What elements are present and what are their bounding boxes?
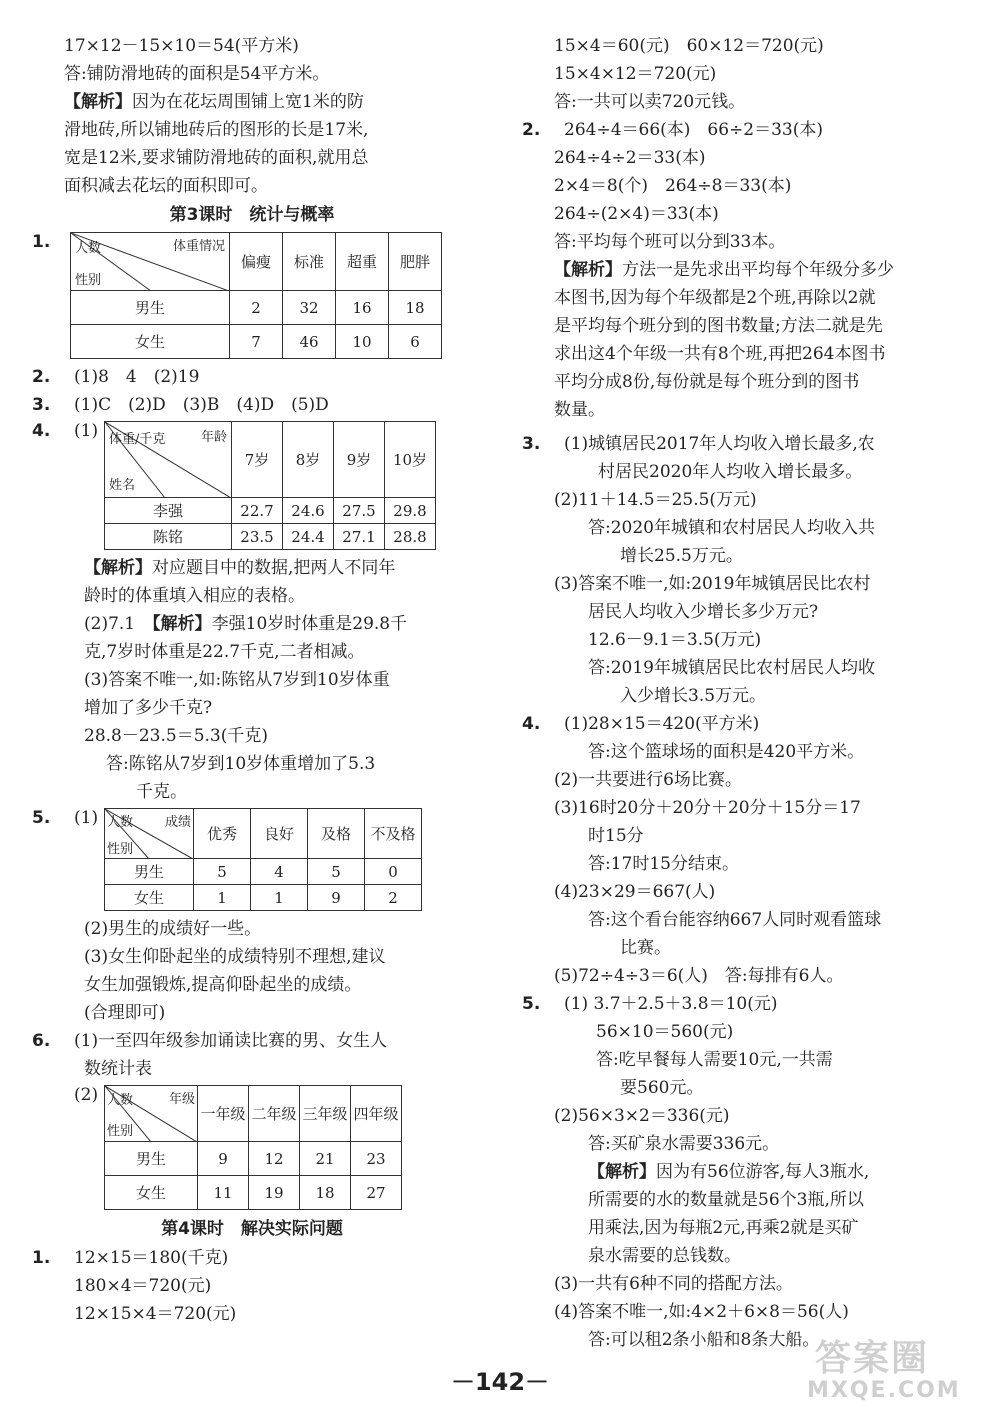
column-header: 9岁 xyxy=(334,422,385,498)
question-6 xyxy=(32,1027,472,1055)
column-header: 及格 xyxy=(308,809,365,859)
question-4 xyxy=(522,710,972,738)
diag-top-label: 年龄 xyxy=(200,430,227,445)
answer-text: 264÷4＝66(本) 66÷2＝33(本) xyxy=(564,120,823,140)
text-line: 答:2019年城镇居民比农村居民人均收 xyxy=(588,658,875,678)
table-cell: 2 xyxy=(230,291,283,325)
diag-mid-label: 人数 xyxy=(107,815,134,830)
column-header: 标准 xyxy=(283,233,336,291)
table-cell: 29.8 xyxy=(385,498,436,524)
table-row xyxy=(105,1176,402,1210)
right-column xyxy=(522,32,972,1354)
column-header: 10岁 xyxy=(385,422,436,498)
text-line: 平均分成8份,每份就是每个班分到的图书 xyxy=(554,372,860,392)
analysis-text: 李强10岁时体重是29.8千 xyxy=(211,614,408,634)
text-line: (2)一共要进行6场比赛。 xyxy=(554,770,742,790)
analysis-line xyxy=(32,88,472,116)
column-header: 8岁 xyxy=(283,422,334,498)
table-cell: 16 xyxy=(336,291,389,325)
answer-text: (1) 3.7＋2.5＋3.8＝10(元) xyxy=(564,994,778,1014)
table-cell: 32 xyxy=(283,291,336,325)
text-line: 数量。 xyxy=(554,400,605,420)
question-number: 4. xyxy=(522,714,541,734)
diag-top-label: 体重情况 xyxy=(172,239,225,254)
question-3 xyxy=(522,430,972,458)
score-table xyxy=(104,808,422,911)
question-1 xyxy=(32,1244,472,1272)
text-line: 答:可以租2条小船和8条大船。 xyxy=(588,1330,820,1350)
question-5 xyxy=(32,808,472,911)
section-title: 第3课时 统计与概率 xyxy=(169,205,335,225)
text-line: (2)11＋14.5＝25.5(万元) xyxy=(554,490,757,510)
column-header: 7岁 xyxy=(232,422,283,498)
analysis-line xyxy=(522,256,972,284)
text-line: 是平均每个班分到的图书数量;方法二就是先 xyxy=(554,316,883,336)
answer-text: (1)28×15＝420(平方米) xyxy=(564,714,760,734)
table-row xyxy=(105,1142,402,1176)
table-cell: 24.6 xyxy=(283,498,334,524)
diag-mid-label: 人数 xyxy=(75,241,102,256)
question-number: 1. xyxy=(32,232,51,252)
table-cell: 5 xyxy=(194,859,251,885)
diag-mid-label: 体重/千克 xyxy=(109,432,166,447)
table-cell: 27.1 xyxy=(334,524,385,550)
weight-age-table xyxy=(104,421,436,550)
diag-top-label: 成绩 xyxy=(164,815,191,830)
text-line: 15×4×12＝720(元) xyxy=(554,64,717,84)
text-line: 2×4＝8(个) 264÷8＝33(本) xyxy=(554,176,792,196)
column-header: 超重 xyxy=(336,233,389,291)
table-cell: 0 xyxy=(365,859,422,885)
question-number: 2. xyxy=(522,120,541,140)
table-row xyxy=(105,498,436,524)
part-label: (1) xyxy=(74,421,99,441)
text-line: 答:一共可以卖720元钱。 xyxy=(554,92,746,112)
table-cell: 1 xyxy=(251,885,308,911)
table-cell: 11 xyxy=(198,1176,249,1210)
text-line: (3)女生仰卧起坐的成绩特别不理想,建议 xyxy=(84,947,386,967)
text-line: 宽是12米,要求铺防滑地砖的面积,就用总 xyxy=(64,148,369,168)
text-line: 答:买矿泉水需要336元。 xyxy=(588,1134,780,1154)
row-label: 女生 xyxy=(71,325,230,359)
question-number: 3. xyxy=(522,434,541,454)
answer-text: (1)C (2)D (3)B (4)D (5)D xyxy=(74,395,329,415)
text-line: 居民人均收入少增长多少万元? xyxy=(588,602,819,622)
part-label: (2) xyxy=(74,1085,99,1105)
text-line: 克,7岁时体重是22.7千克,二者相减。 xyxy=(84,642,365,662)
text-line: 增加了多少千克? xyxy=(84,698,213,718)
text-line: (3)答案不唯一,如:陈铭从7岁到10岁体重 xyxy=(84,670,390,690)
text-line: 要560元。 xyxy=(620,1078,704,1098)
table-cell: 19 xyxy=(249,1176,300,1210)
table-cell: 2 xyxy=(365,885,422,911)
question-5 xyxy=(522,990,972,1018)
part-label: (1) xyxy=(74,808,99,828)
text-line: 12.6－9.1＝3.5(万元) xyxy=(588,630,762,650)
text-line: 村居民2020年人均收入增长最多。 xyxy=(598,462,863,482)
text-line: 女生加强锻炼,提高仰卧起坐的成绩。 xyxy=(84,975,362,995)
text-line: 12×15×4＝720(元) xyxy=(74,1304,237,1324)
watermark-logo xyxy=(795,1330,985,1410)
text-line: 入少增长3.5万元。 xyxy=(620,686,767,706)
table-cell: 9 xyxy=(308,885,365,911)
diagonal-header-cell xyxy=(105,1086,198,1142)
question-3 xyxy=(32,391,472,419)
text-line: (2)56×3×2＝336(元) xyxy=(554,1106,730,1126)
column-header: 不及格 xyxy=(365,809,422,859)
diag-bot-label: 姓名 xyxy=(109,478,136,493)
text-line: 答:平均每个班可以分到33本。 xyxy=(554,232,786,252)
table-cell: 28.8 xyxy=(385,524,436,550)
text-line: 增长25.5万元。 xyxy=(620,546,743,566)
table-cell: 5 xyxy=(308,859,365,885)
text-line: 数统计表 xyxy=(84,1059,152,1079)
analysis-tag: 【解析】 xyxy=(554,260,622,280)
text-line: 龄时的体重填入相应的表格。 xyxy=(84,586,305,606)
analysis-tag: 【解析】 xyxy=(64,92,132,112)
text-line: 答:陈铭从7岁到10岁体重增加了5.3 xyxy=(106,754,376,774)
question-number: 3. xyxy=(32,395,51,415)
row-label: 男生 xyxy=(105,1142,198,1176)
question-number: 6. xyxy=(32,1031,51,1051)
diag-bot-label: 性别 xyxy=(107,1124,134,1139)
text-line: (合理即可) xyxy=(84,1003,166,1023)
analysis-tag: 【解析】 xyxy=(152,614,212,634)
question-number: 2. xyxy=(32,367,51,387)
text-line: 千克。 xyxy=(136,782,187,802)
question-number: 5. xyxy=(32,808,51,828)
analysis-tag: 【解析】 xyxy=(588,1162,656,1182)
row-label: 女生 xyxy=(105,885,194,911)
watermark-text: 答案圈 xyxy=(815,1338,930,1379)
column-header: 偏瘦 xyxy=(230,233,283,291)
text-line: 56×10＝560(元) xyxy=(596,1022,734,1042)
diagonal-header-cell xyxy=(105,422,232,498)
row-label: 男生 xyxy=(71,291,230,325)
question-number: 5. xyxy=(522,994,541,1014)
answer-text: (1)8 4 (2)19 xyxy=(74,367,200,387)
table-cell: 46 xyxy=(283,325,336,359)
question-2 xyxy=(522,116,972,144)
table-cell: 24.4 xyxy=(283,524,334,550)
text-line: 答:17时15分结束。 xyxy=(588,854,739,874)
table-cell: 22.7 xyxy=(232,498,283,524)
row-label: 陈铭 xyxy=(105,524,232,550)
column-header: 优秀 xyxy=(194,809,251,859)
answer-text: (1)一至四年级参加诵读比赛的男、女生人 xyxy=(74,1031,388,1051)
text-line: 264÷4÷2＝33(本) xyxy=(554,148,706,168)
analysis-line xyxy=(32,610,472,638)
column-header: 一年级 xyxy=(198,1086,249,1142)
text-line: 用乘法,因为每瓶2元,再乘2就是买矿 xyxy=(588,1218,859,1238)
question-4 xyxy=(32,421,472,550)
question-6-table xyxy=(32,1085,472,1210)
text-line: 17×12－15×10＝54(平方米) xyxy=(64,36,299,56)
table-cell: 18 xyxy=(389,291,442,325)
table-row xyxy=(71,291,442,325)
table-cell: 23 xyxy=(351,1142,402,1176)
text-line: 264÷(2×4)＝33(本) xyxy=(554,204,719,224)
left-column xyxy=(32,32,472,1328)
text-line: 答:这个篮球场的面积是420平方米。 xyxy=(588,742,865,762)
watermark-url: MXQE.COM xyxy=(807,1378,961,1403)
table-cell: 7 xyxy=(230,325,283,359)
column-header: 四年级 xyxy=(351,1086,402,1142)
text-line: 15×4＝60(元) 60×12＝720(元) xyxy=(554,36,824,56)
row-label: 李强 xyxy=(105,498,232,524)
text-line: (4)23×29＝667(人) xyxy=(554,882,716,902)
text-line: 答:这个看台能容纳667人同时观看篮球 xyxy=(588,910,882,930)
analysis-tag: 【解析】 xyxy=(84,558,152,578)
column-header: 良好 xyxy=(251,809,308,859)
diag-top-label: 年级 xyxy=(168,1092,195,1107)
table-cell: 10 xyxy=(336,325,389,359)
text-line: (3)答案不唯一,如:2019年城镇居民比农村 xyxy=(554,574,871,594)
text-line: (3)16时20分＋20分＋20分＋15分＝17 xyxy=(554,798,861,818)
diagonal-header-cell xyxy=(105,809,194,859)
table-row xyxy=(105,859,422,885)
column-header: 三年级 xyxy=(300,1086,351,1142)
column-header: 二年级 xyxy=(249,1086,300,1142)
row-label: 男生 xyxy=(105,859,194,885)
table-cell: 1 xyxy=(194,885,251,911)
answer-text: (1)城镇居民2017年人均收入增长最多,农 xyxy=(564,434,875,454)
text-line: 答:铺防滑地砖的面积是54平方米。 xyxy=(64,64,330,84)
table-row xyxy=(71,325,442,359)
text-line: 所需要的水的数量就是56个3瓶,所以 xyxy=(588,1190,864,1210)
weight-stats-table xyxy=(70,232,442,359)
text-line: (3)一共有6种不同的搭配方法。 xyxy=(554,1274,793,1294)
text-line: 比赛。 xyxy=(620,938,671,958)
text-line: 本图书,因为每个年级都是2个班,再除以2就 xyxy=(554,288,876,308)
analysis-text: 对应题目中的数据,把两人不同年 xyxy=(152,558,396,578)
table-cell: 18 xyxy=(300,1176,351,1210)
analysis-text: 因为有56位游客,每人3瓶水, xyxy=(656,1162,870,1182)
question-2 xyxy=(32,363,472,391)
table-cell: 21 xyxy=(300,1142,351,1176)
text-line: 面积减去花坛的面积即可。 xyxy=(64,176,268,196)
text-line: (2)男生的成绩好一些。 xyxy=(84,919,262,939)
text-line: 时15分 xyxy=(588,826,644,846)
table-row xyxy=(105,524,436,550)
text-line: 答:2020年城镇和农村居民人均收入共 xyxy=(588,518,875,538)
text-line: (5)72÷4÷3＝6(人) 答:每排有6人。 xyxy=(554,966,844,986)
analysis-text: 方法一是先求出平均每个年级分多少 xyxy=(622,260,894,280)
question-1 xyxy=(32,232,472,359)
column-header: 肥胖 xyxy=(389,233,442,291)
table-cell: 6 xyxy=(389,325,442,359)
analysis-text: 因为在花坛周围铺上宽1米的防 xyxy=(132,92,364,112)
text-line: 答:吃早餐每人需要10元,一共需 xyxy=(596,1050,833,1070)
table-cell: 27.5 xyxy=(334,498,385,524)
table-cell: 9 xyxy=(198,1142,249,1176)
table-cell: 4 xyxy=(251,859,308,885)
table-cell: 27 xyxy=(351,1176,402,1210)
text-line: 泉水需要的总钱数。 xyxy=(588,1246,741,1266)
answer-text: (2)7.1 xyxy=(84,614,136,634)
diagonal-header-cell xyxy=(71,233,230,291)
row-label: 女生 xyxy=(105,1176,198,1210)
table-cell: 23.5 xyxy=(232,524,283,550)
reading-contest-table xyxy=(104,1085,402,1210)
diag-mid-label: 人数 xyxy=(107,1093,134,1108)
table-cell: 12 xyxy=(249,1142,300,1176)
question-number: 4. xyxy=(32,421,51,441)
table-row xyxy=(105,885,422,911)
analysis-line xyxy=(522,1158,972,1186)
text-line: 28.8－23.5＝5.3(千克) xyxy=(84,726,269,746)
text-line: (4)答案不唯一,如:4×2＋6×8＝56(人) xyxy=(554,1302,849,1322)
text-line: 180×4＝720(元) xyxy=(74,1276,212,1296)
question-number: 1. xyxy=(32,1248,51,1268)
text-line: 滑地砖,所以铺地砖后的图形的长是17米, xyxy=(64,120,369,140)
answer-text: 12×15＝180(千克) xyxy=(74,1248,229,1268)
diag-bot-label: 性别 xyxy=(75,273,102,288)
section-title: 第4课时 解决实际问题 xyxy=(161,1219,343,1239)
analysis-line xyxy=(32,554,472,582)
text-line: 求出这4个年级一共有8个班,再把264本图书 xyxy=(554,344,886,364)
page-number: －142－ xyxy=(450,1368,550,1396)
diag-bot-label: 性别 xyxy=(107,842,134,857)
